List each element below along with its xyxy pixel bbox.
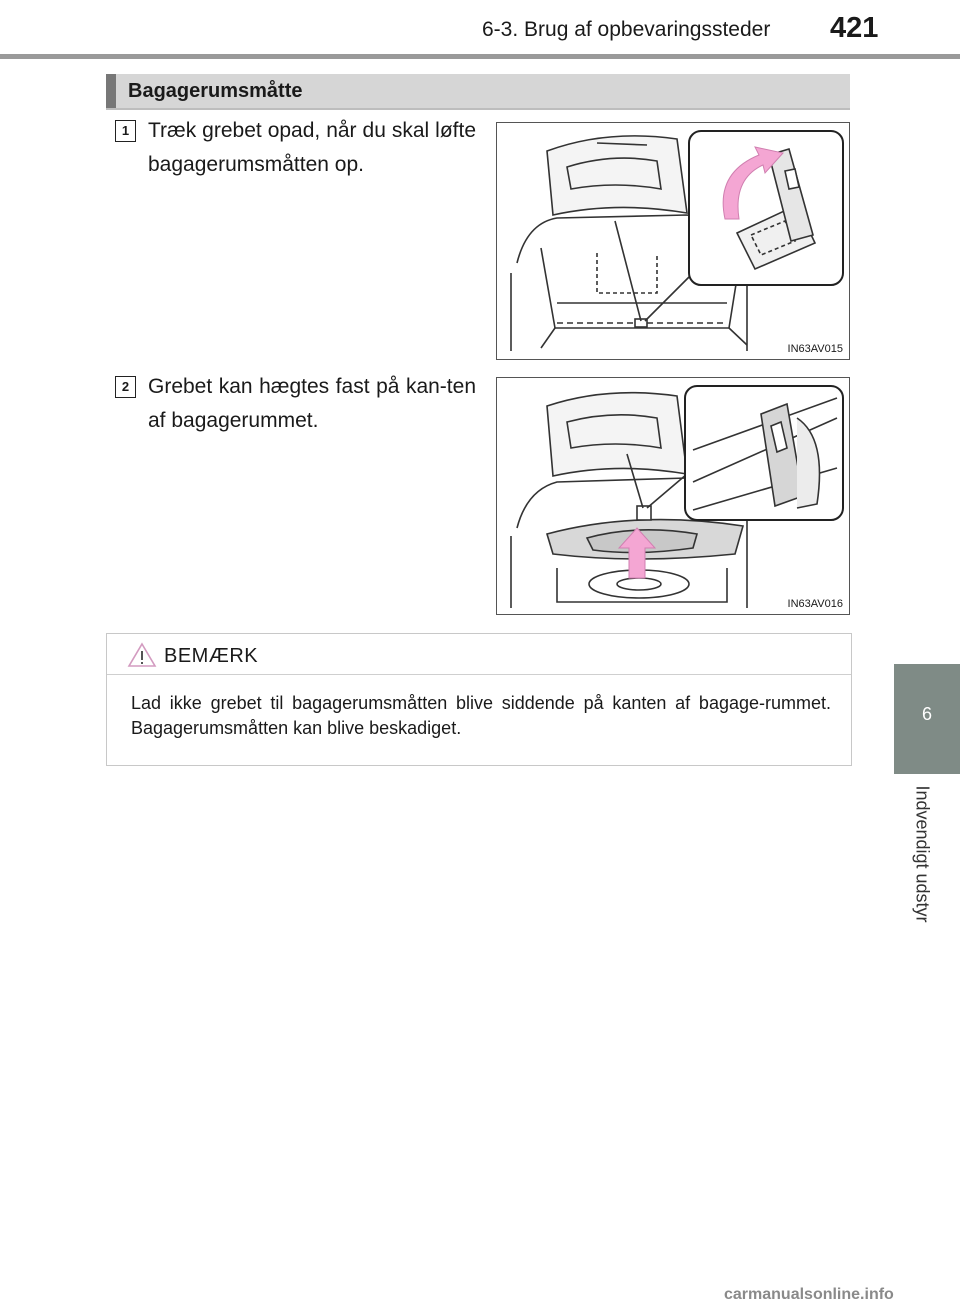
section-title <box>106 74 850 110</box>
watermark: carmanualsonline.info <box>724 1286 894 1303</box>
handle-hook-illustration <box>497 378 849 614</box>
running-header-section: 6-3. Brug af opbevaringssteder <box>482 18 771 41</box>
chapter-number: 6 <box>921 704 932 724</box>
notice-box <box>106 633 852 766</box>
notice-title: BEMÆRK <box>164 645 259 667</box>
header-rule <box>0 54 960 59</box>
figure-handle-hook <box>496 377 850 615</box>
figure-trunk-mat-lift <box>496 122 850 360</box>
figure-code: IN63AV015 <box>787 343 843 355</box>
step-number-badge: 2 <box>115 376 136 398</box>
section-title-text: Bagagerumsmåtte <box>128 80 303 102</box>
step-number-badge: 1 <box>115 120 136 142</box>
chapter-label-text: Indvendigt udstyr <box>912 785 933 923</box>
step-text: Træk grebet opad, når du skal løfte bagagerumsmåtten op. <box>148 119 476 176</box>
warning-triangle-icon <box>127 642 157 668</box>
chapter-tab <box>894 664 960 774</box>
figure-code: IN63AV016 <box>787 598 843 610</box>
step-text: Grebet kan hægtes fast på kan-ten af bagagerummet. <box>148 375 476 432</box>
chapter-label <box>908 784 936 924</box>
section-title-bar <box>106 74 116 108</box>
trunk-lift-illustration <box>497 123 849 359</box>
notice-body: Lad ikke grebet til bagagerumsmåtten blive siddende på kanten af bagage-rummet. Bagagerumsmåtten kan blive beskadiget. <box>131 693 831 738</box>
notice-header <box>107 634 851 675</box>
page-number: 421 <box>830 12 879 44</box>
